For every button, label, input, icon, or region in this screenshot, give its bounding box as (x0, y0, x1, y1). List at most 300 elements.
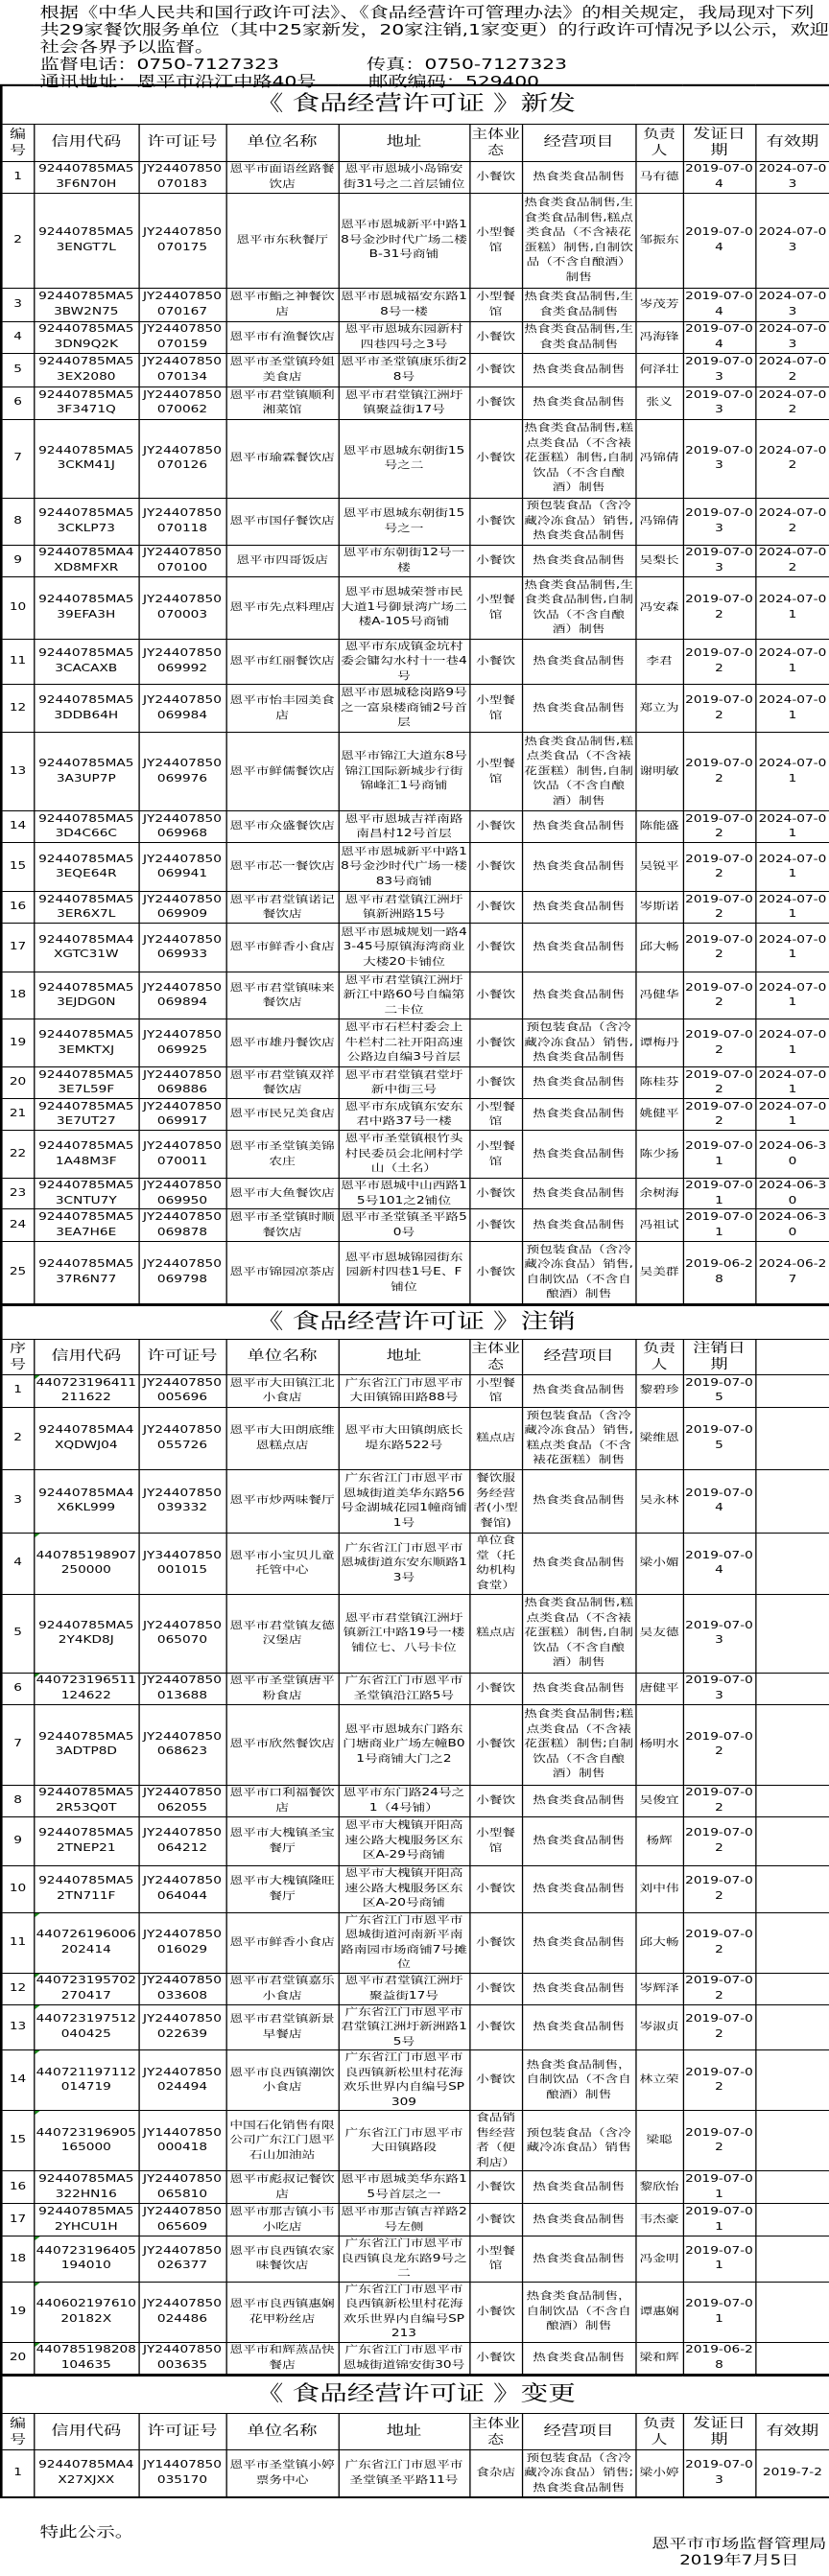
license-number: JY24407850005696 (138, 1374, 225, 1407)
empty-cell (755, 2050, 829, 2111)
business-type: 小餐饮 (469, 2342, 522, 2375)
issue-date: 2019-07-01 (683, 1209, 755, 1242)
credit-code: 92440785MA53EJDG0N (34, 972, 138, 1019)
license-number: JY24407850003635 (138, 2342, 225, 2375)
business-name: 恩平市红丽餐饮店 (226, 639, 339, 685)
business-name: 恩平市君堂镇友德汉堡店 (226, 1594, 339, 1673)
row-number: 16 (1, 892, 34, 924)
issue-date: 2019-07-03 (683, 498, 755, 545)
license-number: JY24407850064044 (138, 1865, 225, 1912)
license-number: JY34407850001015 (138, 1533, 225, 1594)
table-row (1, 1973, 829, 2004)
row-number: 8 (1, 498, 34, 545)
cancel-date: 2019-07-01 (683, 2282, 755, 2342)
empty-cell (755, 1704, 829, 1785)
issue-date: 2019-07-04 (683, 321, 755, 353)
expiry-date: 2024-06-27 (755, 1242, 829, 1304)
credit-code: 92440785MA53DN9Q2K (34, 321, 138, 353)
table-row (1, 353, 829, 386)
table-row (1, 1533, 829, 1594)
person-in-charge: 岑茂芳 (635, 288, 682, 321)
table-row (1, 1019, 829, 1067)
address: 恩平市大田镇朗底长堤东路522号 (339, 1407, 470, 1469)
person-in-charge: 陈桂芬 (635, 1067, 682, 1099)
business-name: 恩平市良西镇惠娴花甲粉丝店 (226, 2282, 339, 2342)
column-header: 主体业态 (469, 2414, 522, 2450)
address: 广东省江门市恩平市圣堂镇沿江路5号 (339, 1673, 470, 1704)
issue-date: 2019-07-02 (683, 1067, 755, 1099)
address: 恩平市恩城新平中路18号金沙时代广场一楼83号商铺 (339, 843, 470, 892)
table-row (1, 1704, 829, 1785)
license-number: JY24407850016029 (138, 1912, 225, 1973)
credit-code: 92440785MA53CACAXB (34, 639, 138, 685)
business-items: 预包装食品（含冷藏冷冻食品）销售,热食类食品制售 (522, 498, 635, 545)
license-number: JY24407850069984 (138, 685, 225, 733)
row-number: 5 (1, 353, 34, 386)
expiry-date: 2024-07-01 (755, 1019, 829, 1067)
credit-code: 92440785MA4XQDWJ04 (34, 1407, 138, 1469)
business-name: 恩平市口利福餐饮店 (226, 1785, 339, 1816)
issuing-authority: 恩平市市场监督管理局 (651, 2536, 827, 2552)
business-items: 热食类食品制售 (522, 1533, 635, 1594)
section-title-row (1, 85, 829, 124)
person-in-charge: 岑淑贞 (635, 2004, 682, 2050)
person-in-charge: 陈能盛 (635, 811, 682, 843)
license-number: JY24407850070183 (138, 161, 225, 193)
intro-paragraph: 根据《中华人民共和国行政许可法》、《食品经营许可管理办法》的相关规定，我局现对下列共29家餐饮服务单位（其中25家新发，20家注销,1家变更）的行政许可情况予以公示，欢迎社会各界予以监督。 (39, 4, 829, 56)
license-number: JY24407850068623 (138, 1704, 225, 1785)
table-row (1, 1179, 829, 1209)
column-header: 编号 (1, 2414, 34, 2450)
section-title: 《 食品经营许可证 》新发 (1, 85, 829, 124)
address: 广东省江门市恩平市恩城街道东安东顺路13号 (339, 1533, 470, 1594)
row-number: 16 (1, 2171, 34, 2204)
business-items: 热食类食品制售 (522, 2004, 635, 2050)
column-header: 地址 (339, 124, 470, 161)
column-header: 发证日期 (683, 124, 755, 161)
cancel-date: 2019-06-28 (683, 2342, 755, 2375)
column-header: 信用代码 (34, 1339, 138, 1374)
column-header: 发证日期 (683, 2414, 755, 2450)
credit-code: 92440785MA53ENGT7L (34, 193, 138, 288)
expiry-date: 2024-07-01 (755, 733, 829, 811)
address: 恩平市东门路24号之1（4号铺） (339, 1785, 470, 1816)
business-type: 小型餐馆 (469, 2236, 522, 2283)
address: 恩平市东朝街12号一楼 (339, 545, 470, 576)
business-type: 小型餐馆 (469, 1374, 522, 1407)
business-type: 小型餐馆 (469, 1131, 522, 1179)
business-type: 小餐饮 (469, 811, 522, 843)
column-header: 编号 (1, 124, 34, 161)
table-row (1, 1469, 829, 1533)
business-items: 热食类食品制售 (522, 1374, 635, 1407)
cancelled-license-table (0, 1305, 829, 2377)
section-title-row (1, 2377, 829, 2414)
business-items: 热食类食品制售 (522, 386, 635, 419)
license-number: JY24407850070003 (138, 576, 225, 639)
business-type: 糕点店 (469, 1407, 522, 1469)
person-in-charge: 冯健华 (635, 972, 682, 1019)
license-number: JY24407850026377 (138, 2236, 225, 2283)
table-row (1, 321, 829, 353)
business-type: 小型餐馆 (469, 1816, 522, 1865)
expiry-date: 2024-06-30 (755, 1179, 829, 1209)
business-items: 热食类食品制售 (522, 892, 635, 924)
business-type: 小餐饮 (469, 1785, 522, 1816)
credit-code: 92440785MA53E7L59F (34, 1067, 138, 1099)
cancel-date: 2019-07-03 (683, 1673, 755, 1704)
person-in-charge: 冯安森 (635, 576, 682, 639)
credit-code: 440723196411211622 (34, 1374, 138, 1407)
cancel-date: 2019-07-02 (683, 1865, 755, 1912)
expiry-date: 2024-07-01 (755, 924, 829, 972)
person-in-charge: 黎欣怡 (635, 2171, 682, 2204)
business-name: 恩平市东秋餐厅 (226, 193, 339, 288)
address: 恩平市东成镇东安东君中路37号一楼 (339, 1099, 470, 1131)
column-header: 单位名称 (226, 2414, 339, 2450)
business-type: 小餐饮 (469, 2050, 522, 2111)
address: 恩平市恩城东朝街15号之一 (339, 498, 470, 545)
person-in-charge: 梁和辉 (635, 2342, 682, 2375)
credit-code: 92440785MA52R53Q0T (34, 1785, 138, 1816)
issue-date: 2019-07-02 (683, 972, 755, 1019)
business-type: 小餐饮 (469, 1209, 522, 1242)
business-name: 恩平市鲜儒餐饮店 (226, 733, 339, 811)
credit-code: 92440785MA53BW2N75 (34, 288, 138, 321)
business-type: 小型餐馆 (469, 288, 522, 321)
license-number: JY24407850070118 (138, 498, 225, 545)
business-type: 小餐饮 (469, 972, 522, 1019)
column-header: 注销日期 (683, 1339, 755, 1374)
credit-code: 92440785MA53F3471Q (34, 386, 138, 419)
row-number: 13 (1, 2004, 34, 2050)
issue-date: 2019-07-02 (683, 843, 755, 892)
postcode: 邮政编码：529400 (368, 73, 539, 90)
column-header: 经营项目 (522, 1339, 635, 1374)
business-type: 小餐饮 (469, 1973, 522, 2004)
business-items: 预包装食品（含冷藏冷冻食品）销售;热食类食品制售 (522, 2450, 635, 2497)
cancel-date: 2019-07-05 (683, 1407, 755, 1469)
table-row (1, 386, 829, 419)
credit-code: 440726196006202414 (34, 1912, 138, 1973)
business-name: 恩平市君堂镇诺记餐饮店 (226, 892, 339, 924)
empty-cell (755, 1533, 829, 1594)
business-items: 热食类食品制售 (522, 1673, 635, 1704)
address: 广东省江门市恩平市良西镇良龙东路9号之二 (339, 2236, 470, 2283)
credit-code: 92440785MA53EA7H6E (34, 1209, 138, 1242)
person-in-charge: 余树海 (635, 1179, 682, 1209)
license-number: JY24407850069925 (138, 1019, 225, 1067)
credit-code: 92440785MA4XGTC31W (34, 924, 138, 972)
license-number: JY14407850000418 (138, 2111, 225, 2171)
business-items: 热食类食品制售,生食类食品制售 (522, 321, 635, 353)
table-row (1, 1673, 829, 1704)
business-name: 恩平市和辉蒸品快餐店 (226, 2342, 339, 2375)
address: 恩平市君堂镇君堂圩新中街三号 (339, 1067, 470, 1099)
row-number: 10 (1, 1865, 34, 1912)
license-number: JY24407850055726 (138, 1407, 225, 1469)
cancel-date: 2019-07-02 (683, 2111, 755, 2171)
row-number: 3 (1, 288, 34, 321)
business-items: 热食类食品制售;糕点类食品（不含裱花蛋糕）制售;自制饮品（不含自酿酒）制售 (522, 1704, 635, 1785)
business-items: 热食类食品制售,糕点类食品（不含裱花蛋糕）制售,自制饮品（不含自酿酒）制售 (522, 1594, 635, 1673)
table-row (1, 1242, 829, 1304)
business-name: 恩平市彪叔记餐饮店 (226, 2171, 339, 2204)
license-number: JY24407850069909 (138, 892, 225, 924)
row-number: 17 (1, 2204, 34, 2236)
license-number: JY24407850065810 (138, 2171, 225, 2204)
business-name: 中国石化销售有限公司广东江门恩平石山加油站 (226, 2111, 339, 2171)
business-items: 预包装食品（含冷藏冷冻食品）销售,热食类食品制售 (522, 1019, 635, 1067)
business-type: 小餐饮 (469, 924, 522, 972)
license-number: JY14407850035170 (138, 2450, 225, 2497)
credit-code: 440721197112014719 (34, 2050, 138, 2111)
license-number: JY24407850024494 (138, 2050, 225, 2111)
expiry-date: 2024-07-03 (755, 161, 829, 193)
address: 广东省江门市恩平市良西镇新松里村花海欢乐世界内自编号SP213 (339, 2282, 470, 2342)
new-license-table (0, 84, 829, 1305)
business-type: 小餐饮 (469, 353, 522, 386)
license-number: JY24407850070167 (138, 288, 225, 321)
business-type: 食杂店 (469, 2450, 522, 2497)
business-name: 恩平市良西镇农家味餐饮店 (226, 2236, 339, 2283)
person-in-charge: 谭惠娴 (635, 2282, 682, 2342)
business-name: 恩平市四哥饭店 (226, 545, 339, 576)
person-in-charge: 冯锦倩 (635, 498, 682, 545)
credit-code: 92440785MA52TNEP21 (34, 1816, 138, 1865)
business-name: 恩平市有渔餐饮店 (226, 321, 339, 353)
issue-date: 2019-07-04 (683, 288, 755, 321)
expiry-date: 2024-07-01 (755, 811, 829, 843)
address: 恩平市恩城稔岗路9号之一富泉楼商铺2号首层 (339, 685, 470, 733)
cancel-date: 2019-07-02 (683, 1704, 755, 1785)
column-header: 有效期 (755, 2414, 829, 2450)
empty-cell (755, 1469, 829, 1533)
issue-date: 2019-07-02 (683, 1099, 755, 1131)
business-type: 小餐饮 (469, 161, 522, 193)
business-name: 恩平市国仔餐饮店 (226, 498, 339, 545)
column-header: 主体业态 (469, 124, 522, 161)
address: 恩平市石栏村委会上牛栏村二社开阳高速公路边自编3号首层 (339, 1019, 470, 1067)
business-items: 热食类食品制售 (522, 1131, 635, 1179)
business-name: 恩平市瑜霖餐饮店 (226, 419, 339, 498)
row-number: 8 (1, 1785, 34, 1816)
column-header: 单位名称 (226, 1339, 339, 1374)
issue-date: 2019-07-02 (683, 1019, 755, 1067)
business-items: 热食类食品制售 (522, 2171, 635, 2204)
cancel-date: 2019-07-02 (683, 2004, 755, 2050)
business-name: 恩平市大鱼餐饮店 (226, 1179, 339, 1209)
business-items: 热食类食品制售 (522, 1816, 635, 1865)
cancel-date: 2019-07-01 (683, 2204, 755, 2236)
business-type: 小型餐馆 (469, 576, 522, 639)
table-row (1, 1816, 829, 1865)
person-in-charge: 吴美群 (635, 1242, 682, 1304)
person-in-charge: 冯祖试 (635, 1209, 682, 1242)
business-type: 小餐饮 (469, 498, 522, 545)
notice-closing: 特此公示。 (39, 2522, 134, 2541)
table-header-row (1, 1339, 829, 1374)
issue-date: 2019-07-03 (683, 2450, 755, 2497)
expiry-date: 2024-07-02 (755, 353, 829, 386)
address: 恩平市恩城小岛锦安街31号之二首层铺位 (339, 161, 470, 193)
license-number: JY24407850033608 (138, 1973, 225, 2004)
address: 广东省江门市恩平市大田镇路段 (339, 2111, 470, 2171)
row-number: 24 (1, 1209, 34, 1242)
business-name: 恩平市那吉镇小韦小吃店 (226, 2204, 339, 2236)
row-number: 15 (1, 843, 34, 892)
cancel-date: 2019-07-02 (683, 1912, 755, 1973)
empty-cell (755, 1912, 829, 1973)
business-type: 小餐饮 (469, 1704, 522, 1785)
license-number: JY24407850069968 (138, 811, 225, 843)
table-row (1, 2171, 829, 2204)
expiry-date: 2024-07-01 (755, 892, 829, 924)
column-header: 序号 (1, 1339, 34, 1374)
issue-date: 2019-06-28 (683, 1242, 755, 1304)
business-type: 小餐饮 (469, 2171, 522, 2204)
issue-date: 2019年7月5日 (679, 2552, 799, 2568)
row-number: 1 (1, 161, 34, 193)
business-name: 恩平市大田镇江北小食店 (226, 1374, 339, 1407)
business-type: 小型餐馆 (469, 685, 522, 733)
expiry-date: 2024-07-01 (755, 576, 829, 639)
business-type: 小型餐馆 (469, 193, 522, 288)
table-row (1, 576, 829, 639)
business-name: 恩平市锦园凉茶店 (226, 1242, 339, 1304)
address: 恩平市圣堂镇圣平路50号 (339, 1209, 470, 1242)
table-row (1, 924, 829, 972)
credit-code: 92440785MA4X6KL999 (34, 1469, 138, 1533)
license-number: JY24407850069941 (138, 843, 225, 892)
table-row (1, 639, 829, 685)
business-name: 恩平市芯一餐饮店 (226, 843, 339, 892)
person-in-charge: 吴梨长 (635, 545, 682, 576)
column-header: 有效期 (755, 124, 829, 161)
column-header: 负责人 (635, 124, 682, 161)
person-in-charge: 刘中伟 (635, 1865, 682, 1912)
row-number: 4 (1, 1533, 34, 1594)
credit-code: 44060219761020182X (34, 2282, 138, 2342)
person-in-charge: 岑辉泽 (635, 1973, 682, 2004)
empty-cell (755, 1374, 829, 1407)
issue-date: 2019-07-02 (683, 892, 755, 924)
expiry-date: 2024-07-01 (755, 639, 829, 685)
credit-code: 92440785MA53CKLP73 (34, 498, 138, 545)
section-title: 《 食品经营许可证 》变更 (1, 2377, 829, 2414)
business-type: 小餐饮 (469, 2204, 522, 2236)
business-items: 热食类食品制售 (522, 1973, 635, 2004)
column-header: 经营项目 (522, 2414, 635, 2450)
person-in-charge: 林立荣 (635, 2050, 682, 2111)
row-number: 12 (1, 685, 34, 733)
address: 广东省江门市恩平市恩城街道锦安街30号 (339, 2342, 470, 2375)
row-number: 18 (1, 2236, 34, 2283)
table-row (1, 1912, 829, 1973)
credit-code: 440723196511124622 (34, 1673, 138, 1704)
business-name: 恩平市圣堂镇唐平粉食店 (226, 1673, 339, 1704)
row-number: 3 (1, 1469, 34, 1533)
business-items: 热食类食品制售 (522, 353, 635, 386)
table-row (1, 1099, 829, 1131)
address: 恩平市恩城规划一路43-45号原镇海湾商业大楼20卡铺位 (339, 924, 470, 972)
business-items: 预包装食品（含冷藏冷冻食品）销售,自制饮品（不含自酿酒）制售 (522, 1242, 635, 1304)
business-type: 小餐饮 (469, 1067, 522, 1099)
person-in-charge: 梁小婷 (635, 2450, 682, 2497)
business-name: 恩平市鲜香小食店 (226, 1912, 339, 1973)
issue-date: 2019-07-01 (683, 1179, 755, 1209)
signature (651, 2537, 826, 2569)
row-number: 19 (1, 2282, 34, 2342)
business-name: 恩平市雄丹餐饮店 (226, 1019, 339, 1067)
column-header: 地址 (339, 2414, 470, 2450)
table-row (1, 972, 829, 1019)
person-in-charge: 梁聪 (635, 2111, 682, 2171)
cancel-date: 2019-07-02 (683, 2050, 755, 2111)
table-row (1, 1209, 829, 1242)
empty-cell (755, 2204, 829, 2236)
business-items: 热食类食品制售,糕点类食品（不含裱花蛋糕）制售,自制饮品（不含自酿酒）制售 (522, 419, 635, 498)
credit-code: 92440785MA5322HN16 (34, 2171, 138, 2204)
person-in-charge: 唐健平 (635, 1673, 682, 1704)
address: 恩平市东成镇金坑村委会镛勾水村十一巷4号 (339, 639, 470, 685)
row-number: 14 (1, 811, 34, 843)
expiry-date: 2024-07-03 (755, 193, 829, 288)
business-type: 小型餐馆 (469, 1099, 522, 1131)
license-number: JY24407850070134 (138, 353, 225, 386)
issue-date: 2019-07-02 (683, 576, 755, 639)
business-name: 恩平市圣堂镇美锦农庄 (226, 1131, 339, 1179)
business-name: 恩平市鮨之神餐饮店 (226, 288, 339, 321)
business-items: 预包装食品（含冷藏冷冻食品）销售 (522, 2111, 635, 2171)
expiry-date: 2024-06-30 (755, 1209, 829, 1242)
person-in-charge: 郑立为 (635, 685, 682, 733)
credit-code: 92440785MA53ER6X7L (34, 892, 138, 924)
business-name: 恩平市炒两味餐厅 (226, 1469, 339, 1533)
business-name: 恩平市君堂镇新景早餐店 (226, 2004, 339, 2050)
credit-code: 92440785MA53EMKTXJ (34, 1019, 138, 1067)
person-in-charge: 邹振东 (635, 193, 682, 288)
mailing-address: 通讯地址：恩平市沿江中路40号 (39, 73, 317, 90)
credit-code: 92440785MA53D4C66C (34, 811, 138, 843)
expiry-date: 2024-07-03 (755, 321, 829, 353)
expiry-date: 2024-07-01 (755, 1067, 829, 1099)
business-type: 小餐饮 (469, 419, 522, 498)
person-in-charge: 吴友德 (635, 1594, 682, 1673)
table-row (1, 811, 829, 843)
business-type: 小餐饮 (469, 2282, 522, 2342)
license-number: JY24407850069976 (138, 733, 225, 811)
column-header: 地址 (339, 1339, 470, 1374)
business-items: 热食类食品制售 (522, 811, 635, 843)
person-in-charge: 邱大畅 (635, 1912, 682, 1973)
license-number: JY24407850069878 (138, 1209, 225, 1242)
address: 恩平市恩城吉祥南路南昌村12号首层 (339, 811, 470, 843)
issue-date: 2019-07-03 (683, 545, 755, 576)
business-name: 恩平市君堂镇嘉乐小食店 (226, 1973, 339, 2004)
empty-cell (755, 1673, 829, 1704)
table-row (1, 1594, 829, 1673)
row-number: 2 (1, 1407, 34, 1469)
business-name: 恩平市大槐镇隆旺餐厅 (226, 1865, 339, 1912)
row-number: 1 (1, 2450, 34, 2497)
empty-cell (755, 2171, 829, 2204)
credit-code: 92440785MA52TN711F (34, 1865, 138, 1912)
cancel-date: 2019-07-01 (683, 2236, 755, 2283)
credit-code: 92440785MA53F6N70H (34, 161, 138, 193)
row-number: 7 (1, 1704, 34, 1785)
address: 恩平市大槐镇开阳高速公路大槐服务区东区A-29号商铺 (339, 1816, 470, 1865)
